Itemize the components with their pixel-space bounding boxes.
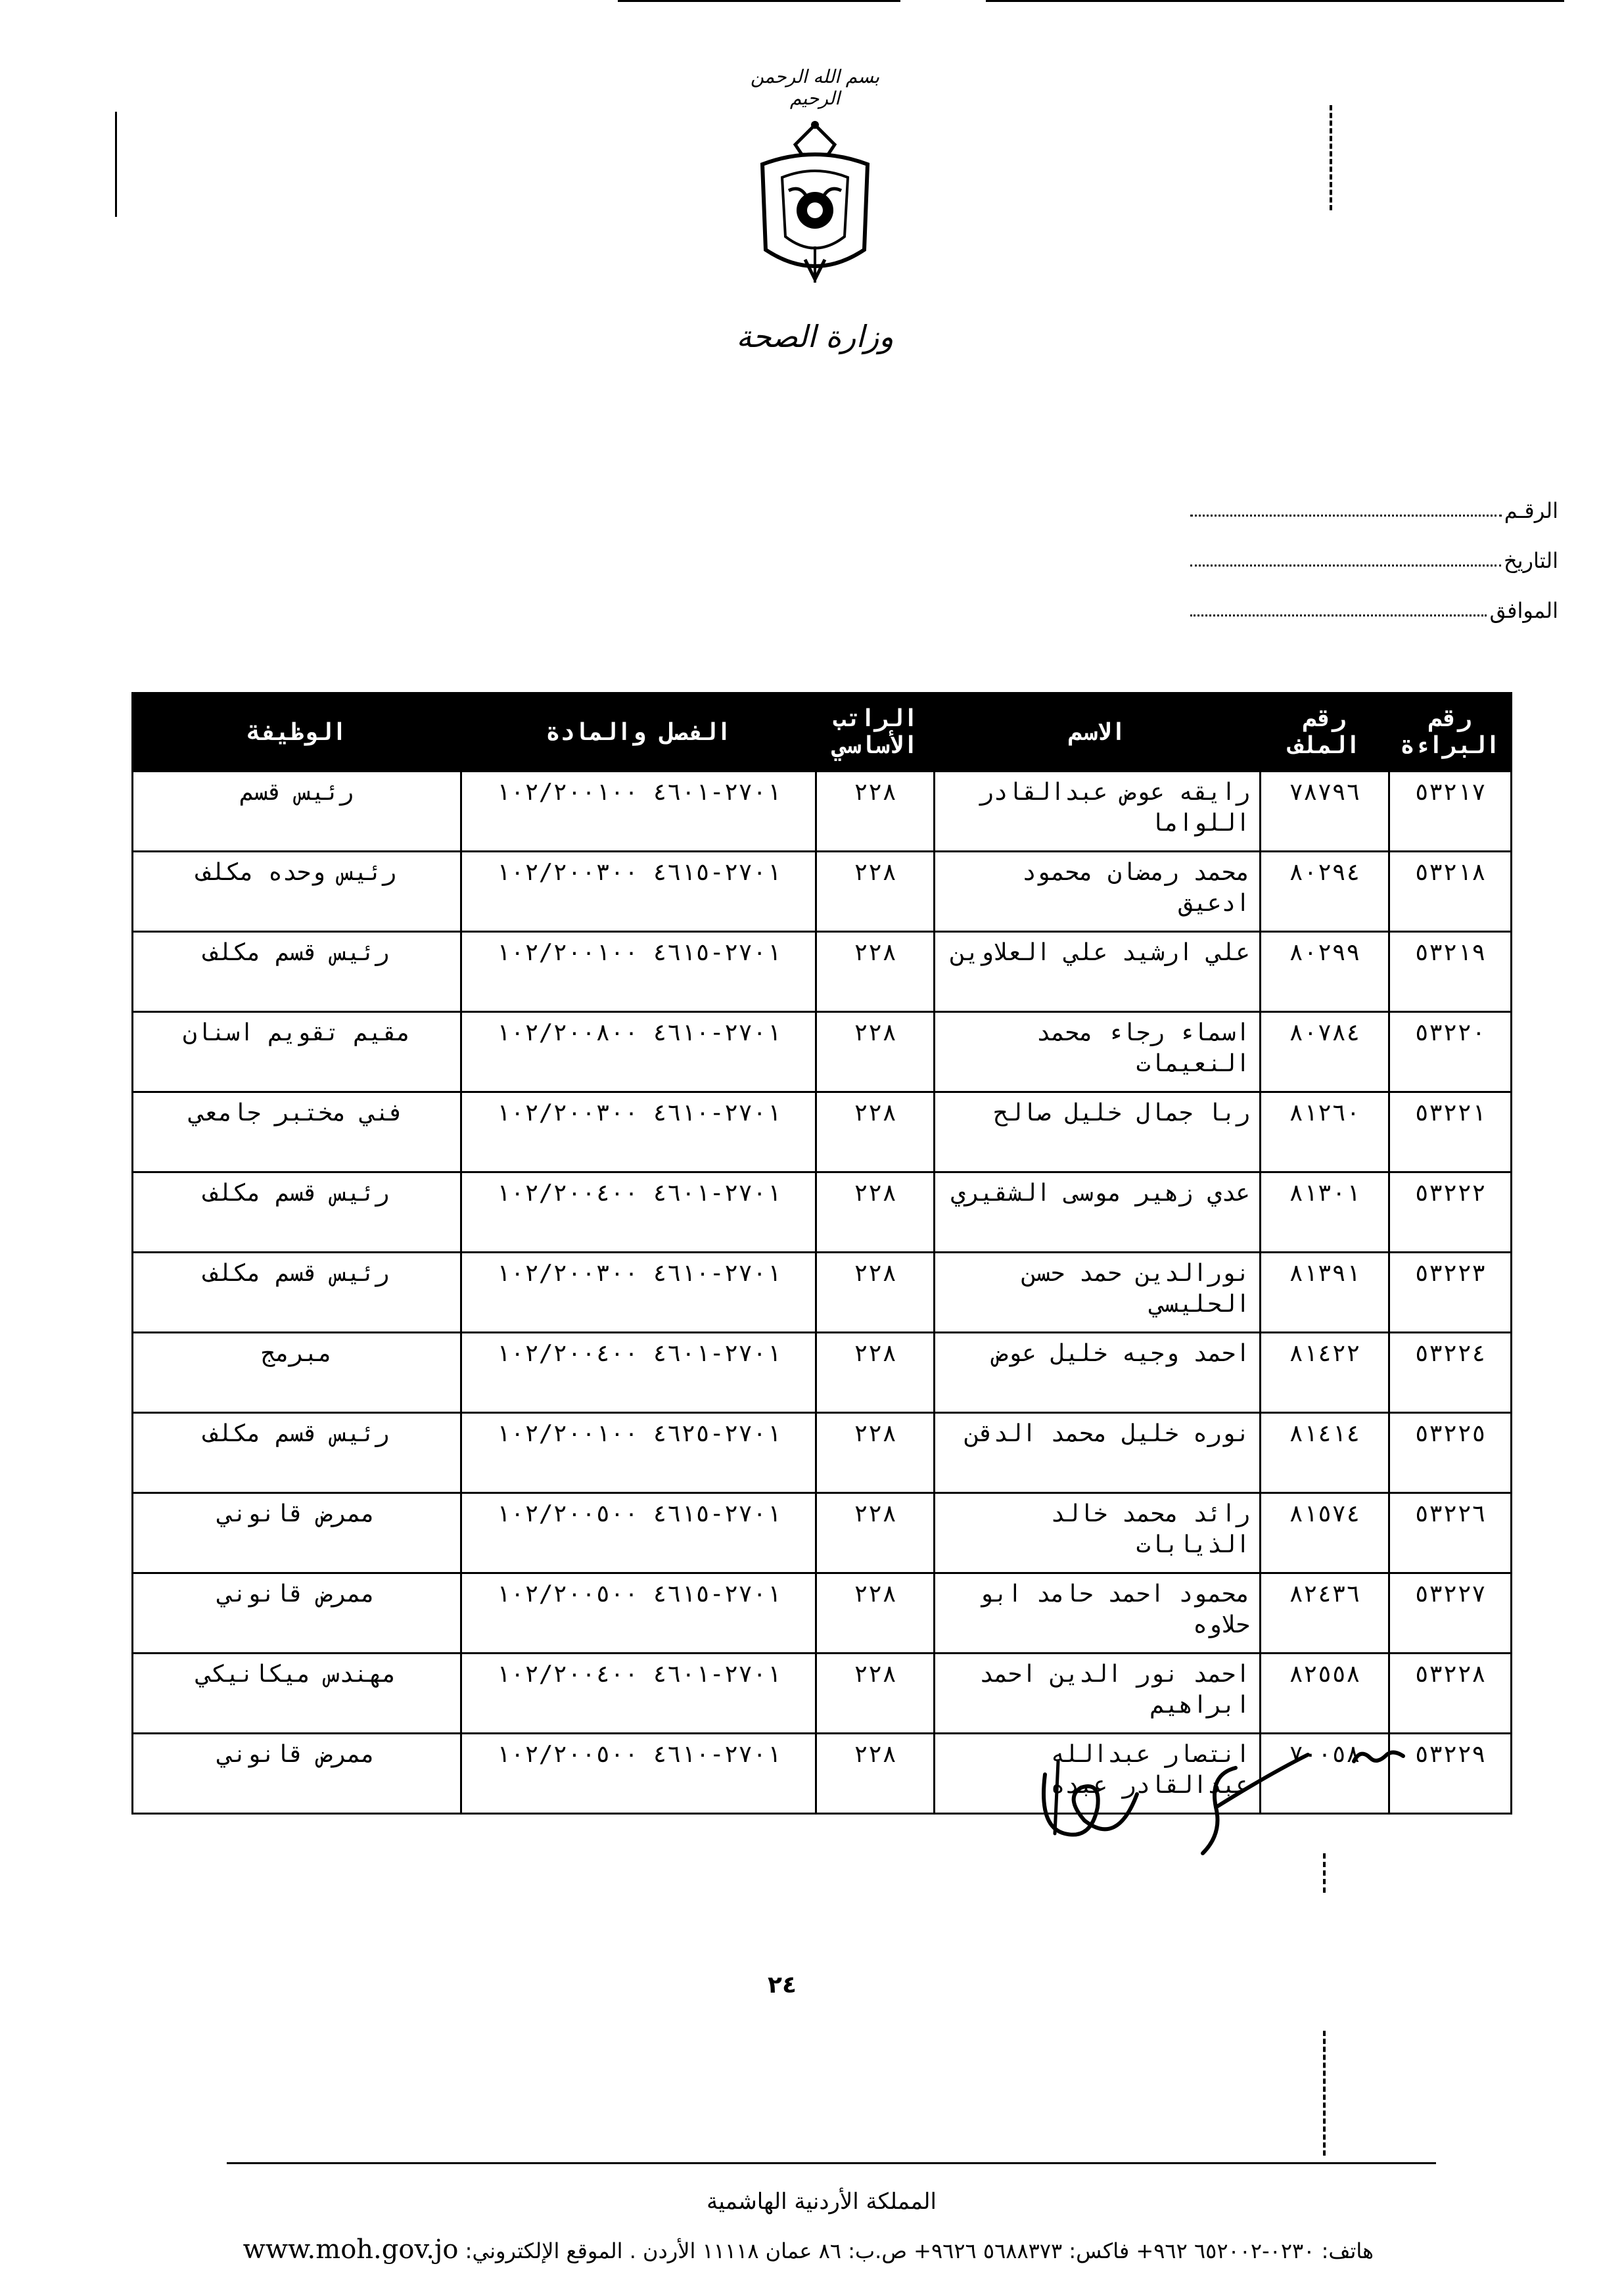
cell-bara: ٥٣٢٢٠ (1389, 1012, 1512, 1092)
cell-job: رئيس قسم مكلف (133, 1253, 461, 1333)
page-number: ٢٤ (768, 1972, 797, 1999)
header-job: الوظيفة (133, 693, 461, 772)
cell-job: رئيس قسم (133, 772, 461, 852)
reference-number-label: الرقـم (1504, 498, 1558, 523)
cell-job: رئيس قسم مكلف (133, 1172, 461, 1253)
basmala: بسم الله الرحمن الرحيم (750, 66, 880, 109)
table-row (133, 1413, 1512, 1493)
reference-number-line (1190, 515, 1502, 517)
cell-bara: ٥٣٢٢٨ (1389, 1654, 1512, 1734)
scan-dash-right-bottom (1323, 2031, 1326, 2156)
cell-job: مقيم تقويم اسنان (133, 1012, 461, 1092)
footer-contact (243, 2234, 1374, 2265)
cell-code: ٢٧٠١-٤٦١٥ ١٠٢/٢٠٠٥٠٠ (461, 1573, 816, 1654)
coat-of-arms-emblem (749, 118, 881, 289)
cell-job: رئيس قسم مكلف (133, 932, 461, 1012)
cell-name: رائد محمد خالد الذيابات (935, 1493, 1261, 1573)
cell-name: رايقه عوض عبدالقادر اللواما (935, 772, 1261, 852)
table-row (133, 1573, 1512, 1654)
footer-website-link[interactable]: www.moh.gov.jo (243, 2234, 459, 2265)
cell-salary: ٢٢٨ (816, 1413, 935, 1493)
cell-name: محمد رمضان محمود ادعيق (935, 852, 1261, 932)
cell-bara: ٥٣٢٢٦ (1389, 1493, 1512, 1573)
cell-name: احمد وجيه خليل عوض (935, 1333, 1261, 1413)
cell-file: ٨٢٥٥٨ (1261, 1654, 1389, 1734)
cell-bara: ٥٣٢١٧ (1389, 772, 1512, 852)
cell-salary: ٢٢٨ (816, 1092, 935, 1172)
cell-code: ٢٧٠١-٤٦١٠ ١٠٢/٢٠٠٥٠٠ (461, 1734, 816, 1814)
cell-bara: ٥٣٢٢٤ (1389, 1333, 1512, 1413)
cell-salary: ٢٢٨ (816, 1654, 935, 1734)
cell-file: ٨١٤٢٢ (1261, 1333, 1389, 1413)
table-row (133, 1253, 1512, 1333)
cell-file: ٨١٣٠١ (1261, 1172, 1389, 1253)
cell-job: ممرض قانوني (133, 1493, 461, 1573)
cell-salary: ٢٢٨ (816, 1573, 935, 1654)
cell-file: ٨٢٤٣٦ (1261, 1573, 1389, 1654)
cell-job: فني مختبر جامعي (133, 1092, 461, 1172)
table-row (133, 1654, 1512, 1734)
cell-name: نوره خليل محمد الدقن (935, 1413, 1261, 1493)
table-row (133, 772, 1512, 852)
scan-top-line (618, 0, 900, 2)
cell-job: ممرض قانوني (133, 1734, 461, 1814)
header-bara: رقم البراءة (1389, 693, 1512, 772)
cell-name: علي ارشيد علي العلاوين (935, 932, 1261, 1012)
table-row (133, 1012, 1512, 1092)
cell-salary: ٢٢٨ (816, 1333, 935, 1413)
table-header-row (133, 693, 1512, 772)
header-file: رقم الملف (1261, 693, 1389, 772)
header-name: الاسم (935, 693, 1261, 772)
employees-table (131, 692, 1510, 1815)
cell-code: ٢٧٠١-٤٦٠١ ١٠٢/٢٠٠٤٠٠ (461, 1172, 816, 1253)
date-label: التاريخ (1503, 548, 1558, 573)
cell-code: ٢٧٠١-٤٦١٠ ١٠٢/٢٠٠٨٠٠ (461, 1012, 816, 1092)
cell-name: نورالدين حمد حسن الحليسي (935, 1253, 1261, 1333)
cell-bara: ٥٣٢٢٢ (1389, 1172, 1512, 1253)
cell-code: ٢٧٠١-٤٦١٥ ١٠٢/٢٠٠٣٠٠ (461, 852, 816, 932)
cell-file: ٧٨٧٩٦ (1261, 772, 1389, 852)
handwritten-signatures (1019, 1735, 1426, 1866)
cell-salary: ٢٢٨ (816, 1172, 935, 1253)
cell-code: ٢٧٠١-٤٦١٠ ١٠٢/٢٠٠٣٠٠ (461, 1092, 816, 1172)
hijri-date-field (1190, 573, 1558, 623)
cell-job: رئيس وحده مكلف (133, 852, 461, 932)
cell-salary: ٢٢٨ (816, 932, 935, 1012)
cell-name: انتصار عبدالله عبدالقادر عبده (935, 1734, 1261, 1814)
cell-name: عدي زهير موسى الشقيري (935, 1172, 1261, 1253)
ministry-name: وزارة الصحة (736, 319, 894, 354)
cell-job: مبرمج (133, 1333, 461, 1413)
cell-bara: ٥٣٢٢٥ (1389, 1413, 1512, 1493)
cell-name: اسماء رجاء محمد النعيمات (935, 1012, 1261, 1092)
header-chapter: الفصل والمادة (461, 693, 816, 772)
cell-bara: ٥٣٢٢٩ (1389, 1734, 1512, 1814)
cell-code: ٢٧٠١-٤٦٠١ ١٠٢/٢٠٠١٠٠ (461, 772, 816, 852)
cell-salary: ٢٢٨ (816, 1734, 935, 1814)
hijri-date-label: الموافق (1489, 598, 1558, 623)
table-row (133, 852, 1512, 932)
footer-contact-text: هاتف: ٠٢٣٠-٦٥٢٠٠٢ ٩٦٢+ فاكس: ٥٦٨٨٣٧٣ ٩٦٢٦+ ص.ب: ٨٦ عمان ١١١١٨ الأردن . الموقع الإلكتروني: (465, 2238, 1374, 2263)
cell-bara: ٥٣٢١٩ (1389, 932, 1512, 1012)
cell-salary: ٢٢٨ (816, 772, 935, 852)
cell-file: ٨٠٢٩٩ (1261, 932, 1389, 1012)
cell-file: ٨١٥٧٤ (1261, 1493, 1389, 1573)
footer-divider (227, 2162, 1436, 2164)
cell-code: ٢٧٠١-٤٦١٠ ١٠٢/٢٠٠٣٠٠ (461, 1253, 816, 1333)
header-salary: الراتب الأساسي (816, 693, 935, 772)
table-row (133, 1333, 1512, 1413)
cell-code: ٢٧٠١-٤٦٢٥ ١٠٢/٢٠٠١٠٠ (461, 1413, 816, 1493)
cell-salary: ٢٢٨ (816, 852, 935, 932)
scan-margin-line (115, 112, 117, 217)
cell-bara: ٥٣٢٢٣ (1389, 1253, 1512, 1333)
table-row (133, 1493, 1512, 1573)
reference-fields (1190, 473, 1558, 623)
cell-salary: ٢٢٨ (816, 1012, 935, 1092)
cell-job: ممرض قانوني (133, 1573, 461, 1654)
cell-name: ربا جمال خليل صالح (935, 1092, 1261, 1172)
table-row (133, 1092, 1512, 1172)
scan-top-line-2 (986, 0, 1564, 2)
date-field (1190, 523, 1558, 573)
cell-file: ٨١٢٦٠ (1261, 1092, 1389, 1172)
cell-bara: ٥٣٢١٨ (1389, 852, 1512, 932)
table-row (133, 1172, 1512, 1253)
cell-file: ٨١٤١٤ (1261, 1413, 1389, 1493)
cell-name: محمود احمد حامد ابو حلاوه (935, 1573, 1261, 1654)
cell-file: ٨٠٧٨٤ (1261, 1012, 1389, 1092)
cell-name: احمد نور الدين احمد ابراهيم (935, 1654, 1261, 1734)
cell-salary: ٢٢٨ (816, 1493, 935, 1573)
date-line (1190, 565, 1501, 567)
cell-salary: ٢٢٨ (816, 1253, 935, 1333)
cell-code: ٢٧٠١-٤٦٠١ ١٠٢/٢٠٠٤٠٠ (461, 1654, 816, 1734)
footer-country: المملكة الأردنية الهاشمية (707, 2188, 937, 2215)
cell-bara: ٥٣٢٢١ (1389, 1092, 1512, 1172)
scan-dash-right-top (1330, 105, 1332, 210)
cell-code: ٢٧٠١-٤٦٠١ ١٠٢/٢٠٠٤٠٠ (461, 1333, 816, 1413)
cell-file: ٨١٣٩١ (1261, 1253, 1389, 1333)
cell-code: ٢٧٠١-٤٦١٥ ١٠٢/٢٠٠١٠٠ (461, 932, 816, 1012)
hijri-date-line (1190, 614, 1487, 616)
cell-bara: ٥٣٢٢٧ (1389, 1573, 1512, 1654)
cell-file: ٨٠٢٩٤ (1261, 852, 1389, 932)
cell-job: رئيس قسم مكلف (133, 1413, 461, 1493)
cell-job: مهندس ميكانيكي (133, 1654, 461, 1734)
cell-code: ٢٧٠١-٤٦١٥ ١٠٢/٢٠٠٥٠٠ (461, 1493, 816, 1573)
cell-file: ٧٠٠٥٨ (1261, 1734, 1389, 1814)
table-row (133, 932, 1512, 1012)
reference-number-field (1190, 473, 1558, 523)
